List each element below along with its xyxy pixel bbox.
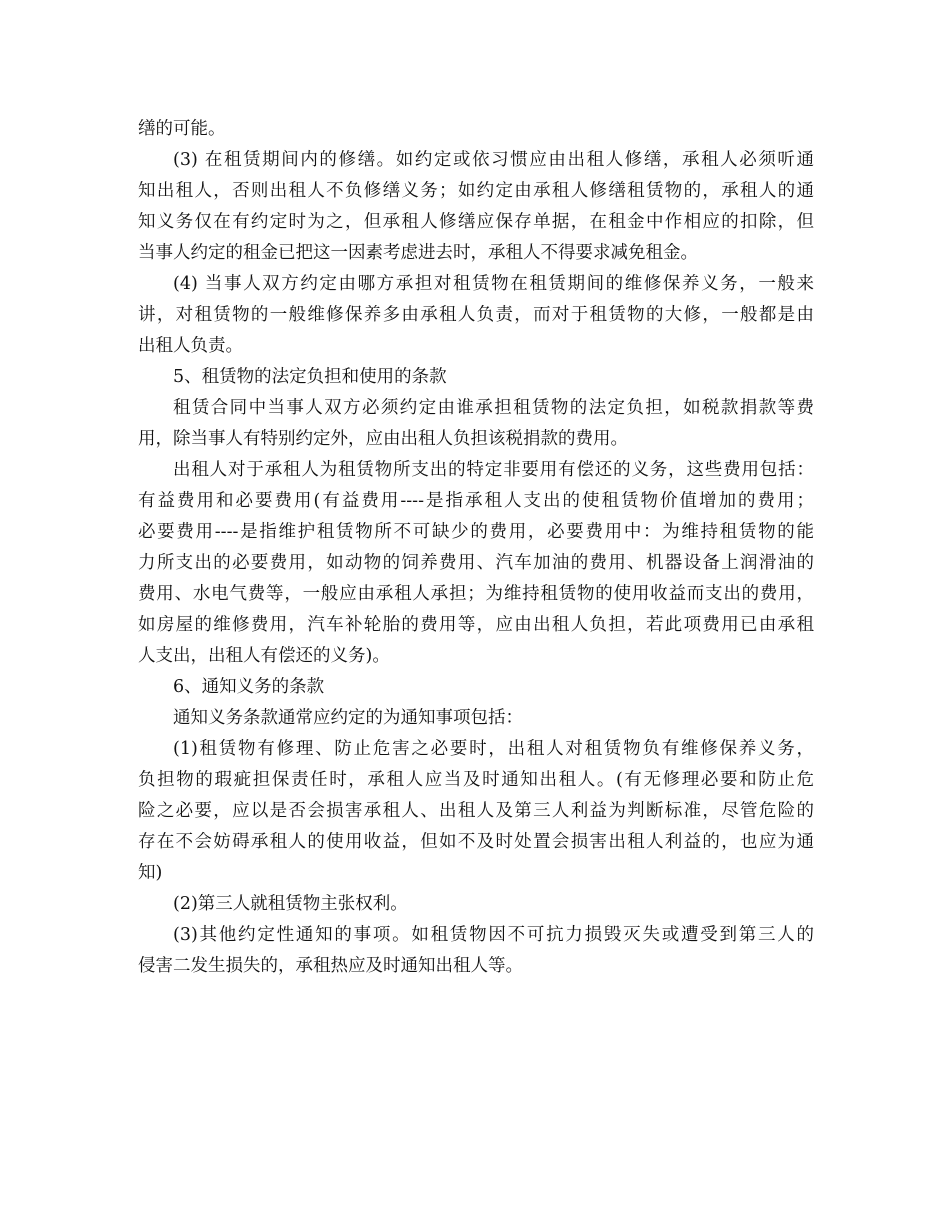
text-line: 出租人负责。 [138, 336, 243, 356]
text-line: (4) 当事人双方约定由哪方承担对租赁物在租赁期间的维修保养义务，一般来 [173, 274, 814, 294]
text-line: (1)租赁物有修理、防止危害之必要时，出租人对租赁物负有维修保养义务， [173, 739, 814, 759]
text-line: 5、租赁物的法定负担和使用的条款 [173, 367, 447, 387]
text-line: 费用、水电气费等，一般应由承租人承担；为维持租赁物的使用收益而支出的费用， [138, 584, 814, 604]
document-body [138, 114, 814, 982]
text-line: 通知义务条款通常应约定的为通知事项包括： [173, 708, 523, 728]
text-line: 6、通知义务的条款 [173, 677, 325, 697]
text-line: (3)其他约定性通知的事项。如租赁物因不可抗力损毁灭失或遭受到第三人的 [173, 925, 814, 945]
text-line: 知出租人，否则出租人不负修缮义务；如约定由承租人修缮租赁物的，承租人的通 [138, 181, 814, 201]
text-line: 知义务仅在有约定时为之，但承租人修缮应保存单据，在租金中作相应的扣除，但 [138, 212, 814, 232]
text-line: 有益费用和必要费用(有益费用----是指承租人支出的使租赁物价值增加的费用； [138, 491, 814, 511]
text-line: 出租人对于承租人为租赁物所支出的特定非要用有偿还的义务，这些费用包括： [173, 460, 814, 480]
text-line: 当事人约定的租金已把这一因素考虑进去时，承租人不得要求减免租金。 [138, 243, 698, 263]
text-line: 如房屋的维修费用，汽车补轮胎的费用等，应由出租人负担，若此项费用已由承租 [138, 615, 814, 635]
text-line: 负担物的瑕疵担保责任时，承租人应当及时通知出租人。(有无修理必要和防止危 [138, 770, 814, 790]
text-line: (2)第三人就租赁物主张权利。 [173, 894, 408, 914]
text-line: 侵害二发生损失的，承租热应及时通知出租人等。 [138, 956, 523, 976]
text-line: 人支出，出租人有偿还的义务)。 [138, 646, 390, 666]
text-line: 知) [138, 863, 163, 883]
text-line: 力所支出的必要费用，如动物的饲养费用、汽车加油的费用、机器设备上润滑油的 [138, 553, 814, 573]
text-line: 用，除当事人有特别约定外，应由出租人负担该税捐款的费用。 [138, 429, 628, 449]
text-line: 租赁合同中当事人双方必须约定由谁承担租赁物的法定负担，如税款捐款等费 [173, 398, 814, 418]
text-line: 必要费用----是指维护租赁物所不可缺少的费用，必要费用中：为维持租赁物的能 [138, 522, 814, 542]
text-line: 缮的可能。 [138, 119, 226, 139]
text-line: 存在不会妨碍承租人的使用收益，但如不及时处置会损害出租人利益的，也应为通 [138, 832, 814, 852]
text-line: 讲，对租赁物的一般维修保养多由承租人负责，而对于租赁物的大修，一般都是由 [138, 305, 814, 325]
text-line: (3) 在租赁期间内的修缮。如约定或依习惯应由出租人修缮，承租人必须听通 [173, 150, 814, 170]
text-line: 险之必要，应以是否会损害承租人、出租人及第三人利益为判断标准，尽管危险的 [138, 801, 814, 821]
